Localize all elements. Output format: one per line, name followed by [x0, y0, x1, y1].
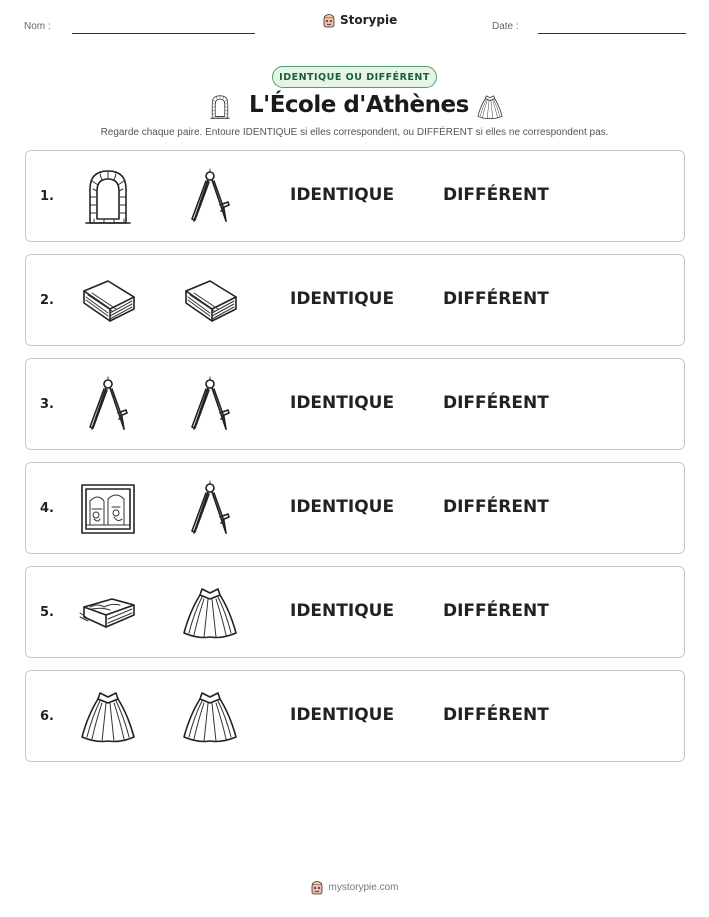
date-label: Date :	[492, 21, 519, 32]
row-number: 6.	[40, 709, 54, 724]
instructions: Regarde chaque paire. Entoure IDENTIQUE si elles correspondent, ou DIFFÉRENT si elles ne correspondent pas.	[100, 127, 609, 138]
storypie-logo-icon	[310, 879, 324, 895]
cape-icon	[180, 687, 240, 747]
option-different[interactable]: DIFFÉRENT	[443, 497, 549, 517]
footer-url: mystorypie.com	[328, 881, 399, 893]
worksheet-header	[0, 0, 709, 50]
arch-window-icon	[207, 92, 233, 122]
option-identique[interactable]: IDENTIQUE	[290, 185, 395, 205]
worksheet-type-badge: IDENTIQUE OU DIFFÉRENT	[272, 66, 437, 88]
option-different[interactable]: DIFFÉRENT	[443, 393, 549, 413]
option-different[interactable]: DIFFÉRENT	[443, 601, 549, 621]
compass-icon	[180, 375, 240, 435]
book-icon	[180, 271, 240, 331]
brand-name: Storypie	[340, 13, 398, 27]
book-icon	[78, 271, 138, 331]
page-title: L'École d'Athènes	[249, 92, 469, 118]
name-label: Nom :	[24, 21, 51, 32]
brand	[322, 12, 397, 28]
option-identique[interactable]: IDENTIQUE	[290, 497, 395, 517]
exercise-row	[25, 150, 685, 242]
name-field[interactable]	[72, 33, 255, 34]
tablet-icon	[78, 583, 138, 643]
storypie-logo-icon	[322, 12, 336, 28]
exercise-row	[25, 462, 685, 554]
date-field[interactable]	[538, 33, 686, 34]
exercise-row	[25, 358, 685, 450]
exercise-row	[25, 254, 685, 346]
row-number: 4.	[40, 501, 54, 516]
option-identique[interactable]: IDENTIQUE	[290, 705, 395, 725]
compass-icon	[78, 375, 138, 435]
fresco-icon	[78, 479, 138, 539]
cape-icon	[78, 687, 138, 747]
row-number: 1.	[40, 189, 54, 204]
cape-icon	[476, 92, 504, 122]
option-identique[interactable]: IDENTIQUE	[290, 393, 395, 413]
row-number: 2.	[40, 293, 54, 308]
cape-icon	[180, 583, 240, 643]
row-number: 3.	[40, 397, 54, 412]
exercise-row	[25, 566, 685, 658]
footer	[0, 879, 709, 895]
option-different[interactable]: DIFFÉRENT	[443, 289, 549, 309]
compass-icon	[180, 479, 240, 539]
title-row	[0, 90, 709, 124]
option-identique[interactable]: IDENTIQUE	[290, 289, 395, 309]
option-identique[interactable]: IDENTIQUE	[290, 601, 395, 621]
row-number: 5.	[40, 605, 54, 620]
option-different[interactable]: DIFFÉRENT	[443, 705, 549, 725]
option-different[interactable]: DIFFÉRENT	[443, 185, 549, 205]
exercise-row	[25, 670, 685, 762]
compass-icon	[180, 167, 240, 227]
arch-window-icon	[78, 167, 138, 227]
